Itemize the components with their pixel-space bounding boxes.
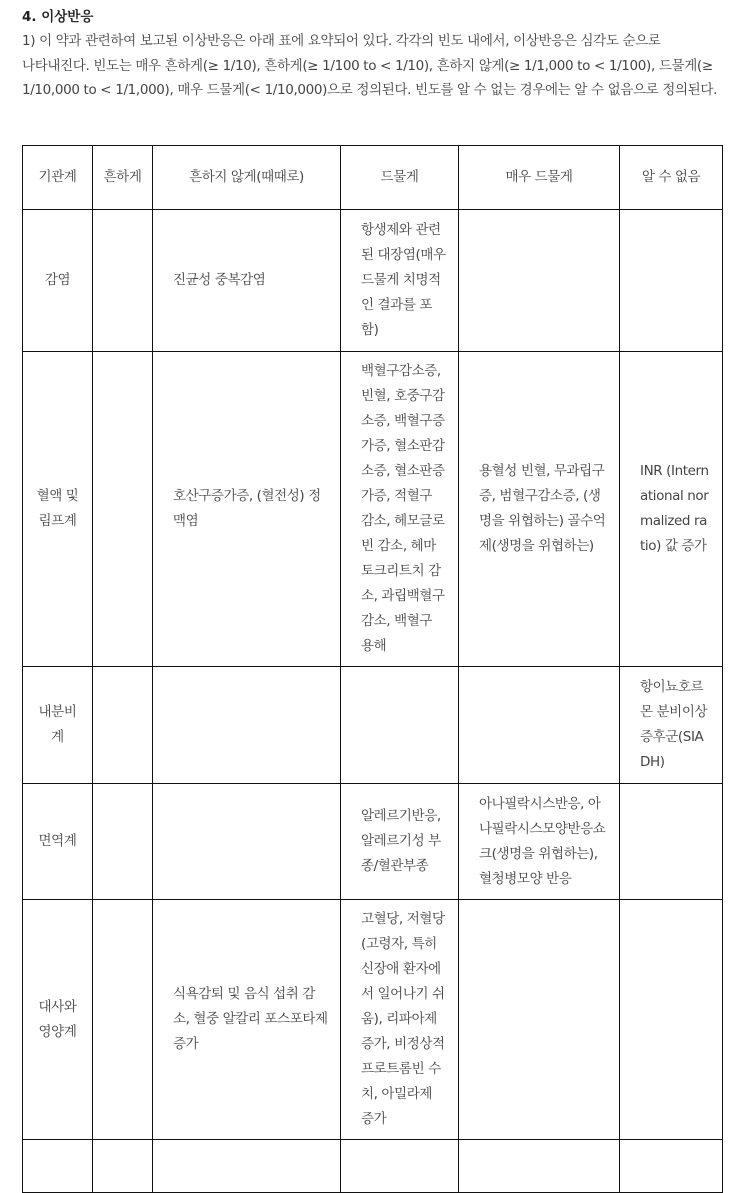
unknown-cell [620, 210, 723, 352]
table-header-row [23, 146, 723, 210]
common-cell [93, 1140, 153, 1193]
table-row [23, 210, 723, 352]
common-cell [93, 210, 153, 352]
content-area [22, 0, 722, 103]
table-row [23, 667, 723, 784]
very-rare-cell [459, 900, 620, 1140]
header-rare: 드물게 [341, 146, 459, 210]
header-very-rare: 매우 드물게 [459, 146, 620, 210]
common-cell [93, 352, 153, 667]
section-title: 4. 이상반응 [22, 9, 94, 25]
intro-paragraph: 1) 이 약과 관련하여 보고된 이상반응은 아래 표에 요약되어 있다. 각각의 빈도 내에서, 이상반응은 심각도 순으로 나타내진다. 빈도는 매우 흔하게(≥ 1/10), 흔하게(≥ 1/100 to < 1/10), 흔하지 않게(≥ 1/1,000 to < 1/100), 드물게(≥ 1/10,000 to < 1/1,000), 매우 드물게(< 1/10,000)으로 정의된다. 빈도를 알 수 없는 경우에는 알 수 없음으로 정의된다. [22, 33, 718, 98]
rare-cell [341, 1140, 459, 1193]
uncommon-cell: 호산구증가증, (혈전성) 정맥염 [153, 352, 341, 667]
common-cell [93, 667, 153, 784]
common-cell [93, 900, 153, 1140]
uncommon-cell: 식욕감퇴 및 음식 섭취 감소, 혈중 알칼리 포스포타제 증가 [153, 900, 341, 1140]
unknown-cell [620, 1140, 723, 1193]
organ-system-cell: 면역계 [23, 784, 93, 900]
uncommon-cell [153, 784, 341, 900]
uncommon-cell [153, 667, 341, 784]
unknown-cell [620, 784, 723, 900]
uncommon-cell: 진균성 중복감염 [153, 210, 341, 352]
very-rare-cell: 용혈성 빈혈, 무과립구증, 범혈구감소증, (생명을 위협하는) 골수억제(생명을 위협하는) [459, 352, 620, 667]
adverse-reactions-table [22, 145, 723, 1193]
rare-cell: 알레르기반응, 알레르기성 부종/혈관부종 [341, 784, 459, 900]
table-row [23, 784, 723, 900]
uncommon-cell [153, 1140, 341, 1193]
rare-cell: 항생제와 관련된 대장염(매우 드물게 치명적인 결과를 포함) [341, 210, 459, 352]
organ-system-cell: 내분비계 [23, 667, 93, 784]
organ-system-cell [23, 1140, 93, 1193]
common-cell [93, 784, 153, 900]
unknown-cell [620, 900, 723, 1140]
header-common: 흔하게 [93, 146, 153, 210]
very-rare-cell [459, 667, 620, 784]
header-uncommon: 흔하지 않게(때때로) [153, 146, 341, 210]
rare-cell [341, 667, 459, 784]
very-rare-cell: 아나필락시스반응, 아나필락시스모양반응쇼크(생명을 위협하는), 혈청병모양 반응 [459, 784, 620, 900]
header-organ-system: 기관계 [23, 146, 93, 210]
unknown-cell: 항이뇨호르몬 분비이상증후군(SIADH) [620, 667, 723, 784]
rare-cell: 고혈당, 저혈당(고령자, 특히 신장애 환자에서 일어나기 쉬움), 리파아제 증가, 비정상적 프로트롬빈 수치, 아밀라제 증가 [341, 900, 459, 1140]
header-unknown: 알 수 없음 [620, 146, 723, 210]
unknown-cell: INR (International normalized ratio) 값 증가 [620, 352, 723, 667]
organ-system-cell: 감염 [23, 210, 93, 352]
organ-system-cell: 대사와 영양계 [23, 900, 93, 1140]
rare-cell: 백혈구감소증, 빈혈, 호중구감소증, 백혈구증가증, 혈소판감소증, 혈소판증가증, 적혈구 감소, 헤모글로빈 감소, 헤마토크리트치 감소, 과립백혈구 감소, 백혈구 용해 [341, 352, 459, 667]
table-row [23, 352, 723, 667]
very-rare-cell [459, 1140, 620, 1193]
very-rare-cell [459, 210, 620, 352]
table-row [23, 900, 723, 1140]
table-row [23, 1140, 723, 1193]
organ-system-cell: 혈액 및 림프계 [23, 352, 93, 667]
